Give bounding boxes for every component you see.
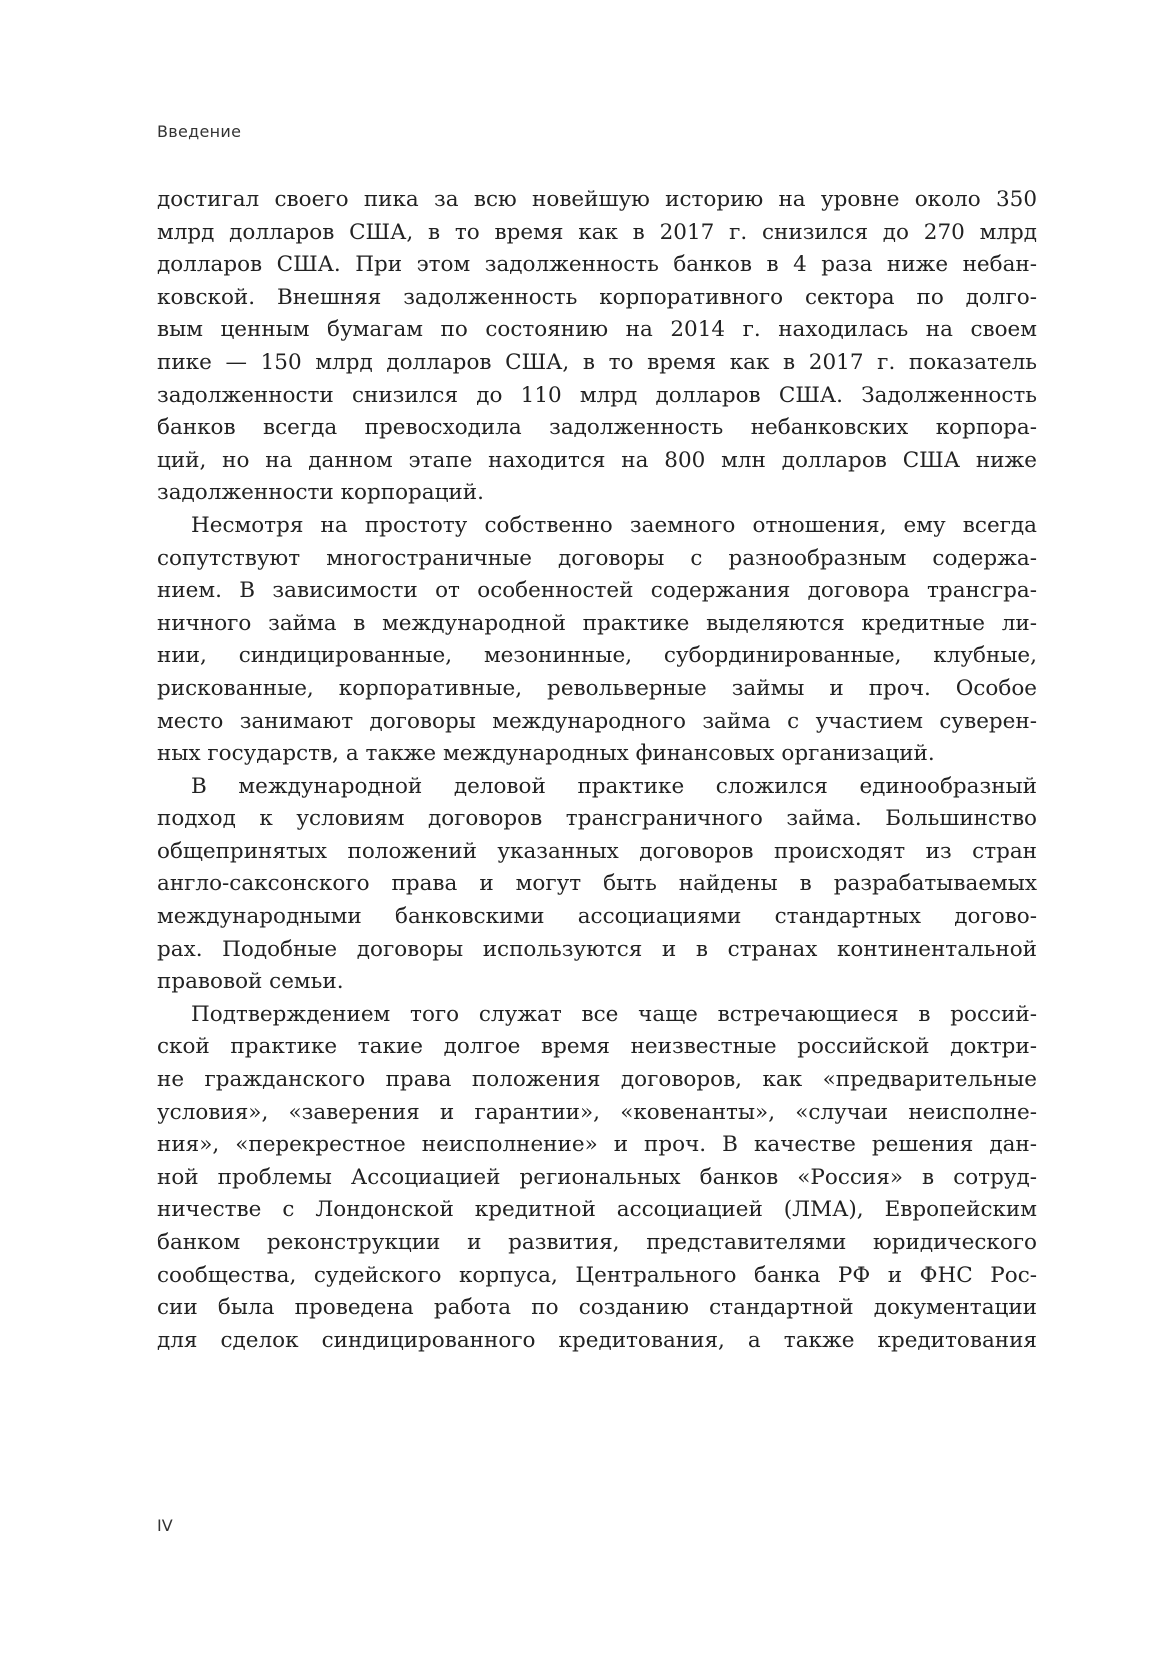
text-line: условия», «заверения и гарантии», «ковенанты», «случаи неисполне- (157, 1099, 1037, 1125)
text-line: ной проблемы Ассоциацией региональных банков «Россия» в сотруд- (157, 1164, 1037, 1190)
text-line: банком реконструкции и развития, представителями юридического (157, 1230, 1037, 1255)
text-line: В международной деловой практике сложился единообразный (191, 773, 1037, 799)
text-line: сии была проведена работа по созданию стандартной документации (157, 1295, 1037, 1321)
text-line: банков всегда превосходила задолженность небанковских корпора- (157, 415, 1037, 441)
text-line: ных государств, а также международных финансовых организаций. (157, 741, 935, 767)
text-line: ничестве с Лондонской кредитной ассоциацией (ЛМА), Европейским (157, 1197, 1037, 1223)
text-line: рах. Подобные договоры используются и в странах континентальной (157, 936, 1037, 962)
text-line: задолженности корпораций. (157, 480, 484, 506)
text-line: общепринятых положений указанных договоров происходят из стран (157, 838, 1037, 864)
text-line: сообщества, судейского корпуса, Центрального банка РФ и ФНС Рос- (157, 1262, 1037, 1288)
running-head: Введение (157, 122, 242, 141)
text-line: сопутствуют многостраничные договоры с разнообразным содержа- (157, 545, 1037, 571)
text-line: Несмотря на простоту собственно заемного отношения, ему всегда (191, 512, 1037, 538)
paragraph (157, 999, 1037, 1358)
text-line: нием. В зависимости от особенностей содержания договора трансгра- (157, 578, 1037, 604)
text-line: место занимают договоры международного займа с участием суверен- (157, 708, 1037, 734)
paragraph (157, 184, 1037, 510)
text-line: рискованные, корпоративные, револьверные займы и проч. Особое (157, 675, 1037, 701)
text-line: долларов США. При этом задолженность банков в 4 раза ниже небан- (157, 252, 1037, 278)
text-line: международными банковскими ассоциациями стандартных догово- (157, 904, 1037, 930)
text-line: ничного займа в международной практике выделяются кредитные ли- (157, 610, 1037, 636)
body-text (157, 184, 1037, 1357)
text-line: ций, но на данном этапе находится на 800 млн долларов США ниже (157, 447, 1037, 473)
text-line: млрд долларов США, в то время как в 2017 г. снизился до 270 млрд (157, 219, 1037, 245)
text-line: задолженности снизился до 110 млрд долларов США. Задолженность (157, 382, 1037, 408)
text-line: Подтверждением того служат все чаще встречающиеся в россий- (191, 1001, 1037, 1027)
text-line: пике — 150 млрд долларов США, в то время как в 2017 г. показатель (157, 349, 1037, 375)
text-line: нии, синдицированные, мезонинные, субординированные, клубные, (157, 643, 1037, 669)
text-line: вым ценным бумагам по состоянию на 2014 г. находилась на своем (157, 317, 1037, 343)
page-number: IV (157, 1516, 173, 1535)
text-line: ской практике такие долгое время неизвестные российской доктри- (157, 1034, 1037, 1060)
text-line: ния», «перекрестное неисполнение» и проч. В качестве решения дан- (157, 1132, 1037, 1158)
paragraph (157, 771, 1037, 999)
text-line: не гражданского права положения договоров, как «предварительные (157, 1067, 1037, 1093)
text-line: англо-саксонского права и могут быть найдены в разрабатываемых (157, 871, 1037, 897)
text-line: достигал своего пика за всю новейшую историю на уровне около 350 (157, 187, 1037, 212)
text-line: ковской. Внешняя задолженность корпоративного сектора по долго- (157, 284, 1037, 310)
paragraph (157, 510, 1037, 771)
text-line: правовой семьи. (157, 969, 344, 995)
text-line: подход к условиям договоров трансграничного займа. Большинство (157, 806, 1037, 832)
text-line: для сделок синдицированного кредитования, а также кредитования (157, 1327, 1037, 1353)
